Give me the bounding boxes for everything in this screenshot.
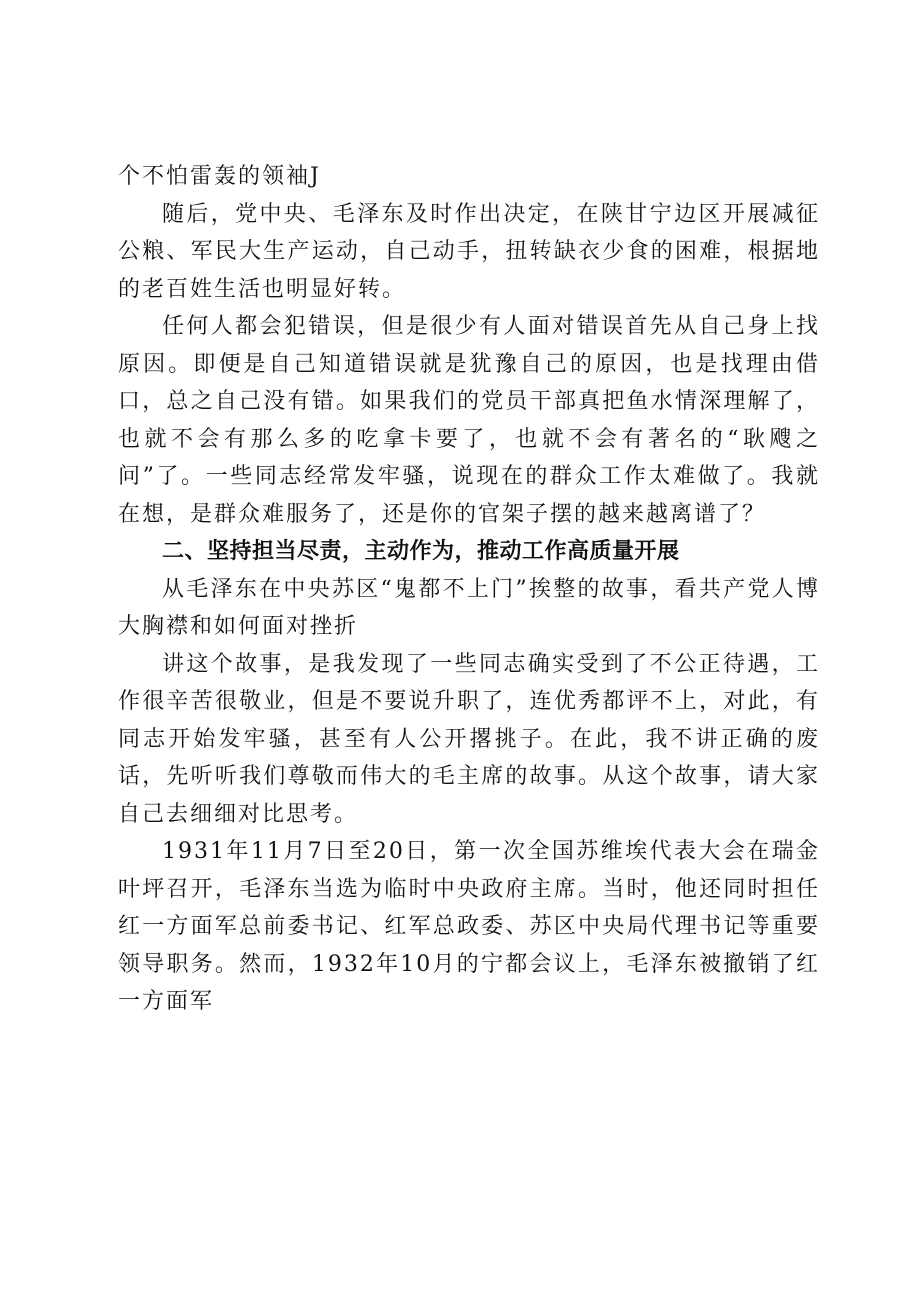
paragraph-history: 1931年11月7日至20日，第一次全国苏维埃代表大会在瑞金叶坪召开，毛泽东当选为临时中央政府主席。当时，他还同时担任红一方面军总前委书记、红军总政委、苏区中央局代理书记等重要领导职务。然而，1932年10月的宁都会议上，毛泽东被撤销了红一方面军 (118, 839, 820, 1014)
paragraph-story-intro: 讲这个故事，是我发现了一些同志确实受到了不公正待遇，工作很辛苦很敬业，但是不要说升职了，连优秀都评不上，对此，有同志开始发牢骚，甚至有人公开撂挑子。在此，我不讲正确的废话，先听听我们尊敬而伟大的毛主席的故事。从这个故事，请大家自己去细细对比思考。 (118, 651, 820, 827)
paragraph-story-title: 从毛泽东在中央苏区“鬼都不上门”挨整的故事，看共产党人博大胸襟和如何面对挫折 (118, 576, 820, 639)
paragraph-facing-mistakes: 任何人都会犯错误，但是很少有人面对错误首先从自己身上找原因。即便是自己知道错误就是犹豫自己的原因，也是找理由借口，总之自己没有错。如果我们的党员干部真把鱼水情深理解了，也就不会有那么多的吃拿卡要了，也就不会有著名的“耿飕之问”了。一些同志经常发牢骚，说现在的群众工作太难做了。我就在想，是群众难服务了，还是你的官架子摆的越来越离谱了？ (118, 314, 820, 527)
paragraph-continuation: 个不怕雷轰的领袖J (118, 164, 321, 189)
paragraph-production-movement: 随后，党中央、毛泽东及时作出决定，在陕甘宁边区开展减征公粮、军民大生产运动，自己动手，扭转缺衣少食的困难，根据地的老百姓生活也明显好转。 (118, 201, 820, 302)
section-heading: 二、坚持担当尽责，主动作为，推动工作高质量开展 (162, 539, 680, 564)
document-body (118, 158, 820, 1021)
